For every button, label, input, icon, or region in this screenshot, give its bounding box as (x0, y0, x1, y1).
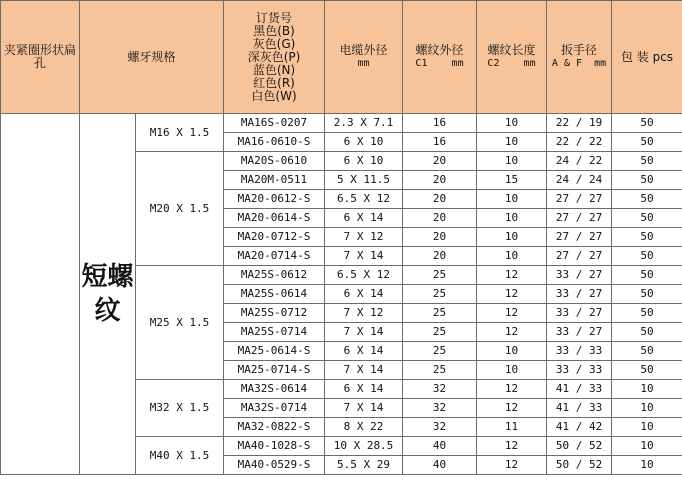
pack-cell: 50 (612, 209, 682, 228)
thread-od-cell: 40 (403, 456, 477, 475)
clamp-ring-cell (1, 114, 80, 475)
thread-length-cell: 12 (477, 304, 547, 323)
thread-spec-cell: M20 X 1.5 (136, 152, 224, 266)
thread-od-cell: 16 (403, 133, 477, 152)
wrench-cell: 24 / 22 (547, 152, 612, 171)
wrench-cell: 22 / 19 (547, 114, 612, 133)
header-order-line: 深灰色(P) (247, 49, 301, 64)
order-number-cell: MA32S-0614 (224, 380, 325, 399)
header-cable-od-unit: mm (357, 58, 370, 69)
pack-cell: 50 (612, 228, 682, 247)
thread-od-cell: 25 (403, 323, 477, 342)
order-number-cell: MA25S-0712 (224, 304, 325, 323)
pack-cell: 50 (612, 247, 682, 266)
order-number-cell: MA16S-0207 (224, 114, 325, 133)
header-order-line: 蓝色(N) (252, 62, 296, 77)
header-thread-od (403, 1, 477, 114)
cable-od-cell: 6 X 14 (325, 209, 403, 228)
order-number-cell: MA25-0614-S (224, 342, 325, 361)
header-clamp-ring-label: 夹紧圈形状扁孔 (3, 43, 76, 70)
wrench-cell: 27 / 27 (547, 209, 612, 228)
wrench-cell: 27 / 27 (547, 190, 612, 209)
header-order-line: 白色(W) (251, 88, 297, 103)
pack-cell: 50 (612, 152, 682, 171)
header-row (1, 1, 682, 114)
order-number-cell: MA40-0529-S (224, 456, 325, 475)
header-clamp-ring (1, 1, 80, 114)
thread-spec-cell: M16 X 1.5 (136, 114, 224, 152)
wrench-cell: 41 / 33 (547, 380, 612, 399)
thread-length-cell: 12 (477, 285, 547, 304)
thread-od-cell: 20 (403, 190, 477, 209)
thread-length-cell: 10 (477, 247, 547, 266)
header-cable-od (325, 1, 403, 114)
order-number-cell: MA25S-0612 (224, 266, 325, 285)
thread-od-cell: 20 (403, 171, 477, 190)
thread-length-cell: 11 (477, 418, 547, 437)
thread-spec-cell: M32 X 1.5 (136, 380, 224, 437)
thread-length-cell: 10 (477, 209, 547, 228)
header-order-line: 灰色(G) (252, 36, 296, 51)
header-thread-length (477, 1, 547, 114)
cable-od-cell: 5 X 11.5 (325, 171, 403, 190)
thread-od-cell: 20 (403, 247, 477, 266)
thread-od-cell: 32 (403, 380, 477, 399)
thread-length-cell: 10 (477, 342, 547, 361)
header-thread-length-label: 螺纹长度 (487, 43, 536, 57)
thread-od-cell: 20 (403, 152, 477, 171)
header-thread-length-unit: C2 mm (487, 58, 536, 69)
order-number-cell: MA40-1028-S (224, 437, 325, 456)
wrench-cell: 41 / 33 (547, 399, 612, 418)
cable-od-cell: 7 X 12 (325, 228, 403, 247)
pack-cell: 50 (612, 323, 682, 342)
cable-od-cell: 10 X 28.5 (325, 437, 403, 456)
order-number-cell: MA20-0714-S (224, 247, 325, 266)
cable-od-cell: 6 X 10 (325, 152, 403, 171)
wrench-cell: 33 / 33 (547, 342, 612, 361)
header-pack-label: 包 装 pcs (620, 49, 674, 64)
wrench-cell: 33 / 27 (547, 266, 612, 285)
thread-spec-cell: M25 X 1.5 (136, 266, 224, 380)
pack-cell: 10 (612, 437, 682, 456)
thread-length-cell: 12 (477, 399, 547, 418)
thread-length-cell: 15 (477, 171, 547, 190)
wrench-cell: 27 / 27 (547, 247, 612, 266)
pack-cell: 50 (612, 266, 682, 285)
wrench-cell: 41 / 42 (547, 418, 612, 437)
thread-length-cell: 10 (477, 114, 547, 133)
thread-od-cell: 25 (403, 342, 477, 361)
header-wrench (547, 1, 612, 114)
wrench-cell: 33 / 27 (547, 323, 612, 342)
thread-spec-cell: M40 X 1.5 (136, 437, 224, 475)
order-number-cell: MA32S-0714 (224, 399, 325, 418)
wrench-cell: 27 / 27 (547, 228, 612, 247)
cable-od-cell: 7 X 14 (325, 399, 403, 418)
thread-od-cell: 25 (403, 361, 477, 380)
order-number-cell: MA25-0714-S (224, 361, 325, 380)
header-wrench-unit: A & F mm (551, 58, 607, 69)
pack-cell: 50 (612, 133, 682, 152)
thread-length-cell: 12 (477, 437, 547, 456)
order-number-cell: MA20S-0610 (224, 152, 325, 171)
thread-od-cell: 25 (403, 266, 477, 285)
thread-od-cell: 40 (403, 437, 477, 456)
pack-cell: 50 (612, 361, 682, 380)
header-pack (612, 1, 682, 114)
cable-od-cell: 6 X 14 (325, 380, 403, 399)
cable-od-cell: 6 X 14 (325, 285, 403, 304)
thread-length-cell: 10 (477, 152, 547, 171)
thread-length-cell: 12 (477, 380, 547, 399)
cable-od-cell: 2.3 X 7.1 (325, 114, 403, 133)
cable-od-cell: 7 X 12 (325, 304, 403, 323)
cable-od-cell: 6.5 X 12 (325, 190, 403, 209)
wrench-cell: 24 / 24 (547, 171, 612, 190)
pack-cell: 50 (612, 190, 682, 209)
thread-length-cell: 12 (477, 323, 547, 342)
cable-od-cell: 7 X 14 (325, 361, 403, 380)
wrench-cell: 33 / 27 (547, 285, 612, 304)
pack-cell: 50 (612, 342, 682, 361)
table-row (1, 114, 682, 133)
cable-od-cell: 7 X 14 (325, 247, 403, 266)
thread-type-label: 短螺纹 (80, 114, 136, 475)
thread-length-cell: 12 (477, 266, 547, 285)
cable-od-cell: 5.5 X 29 (325, 456, 403, 475)
header-thread-od-label: 螺纹外径 (415, 43, 464, 57)
order-number-cell: MA25S-0714 (224, 323, 325, 342)
pack-cell: 10 (612, 418, 682, 437)
wrench-cell: 33 / 27 (547, 304, 612, 323)
order-number-cell: MA25S-0614 (224, 285, 325, 304)
wrench-cell: 33 / 33 (547, 361, 612, 380)
pack-cell: 50 (612, 171, 682, 190)
order-number-cell: MA20-0614-S (224, 209, 325, 228)
thread-od-cell: 25 (403, 285, 477, 304)
header-thread-od-unit: C1 mm (415, 58, 464, 69)
order-number-cell: MA20-0612-S (224, 190, 325, 209)
header-cable-od-label: 电缆外径 (339, 43, 388, 57)
pack-cell: 50 (612, 285, 682, 304)
order-number-cell: MA32-0822-S (224, 418, 325, 437)
thread-length-cell: 12 (477, 456, 547, 475)
thread-od-cell: 25 (403, 304, 477, 323)
thread-od-cell: 16 (403, 114, 477, 133)
header-wrench-label: 扳手径 (561, 43, 598, 57)
header-thread-spec (80, 1, 224, 114)
thread-od-cell: 32 (403, 399, 477, 418)
thread-length-cell: 10 (477, 228, 547, 247)
thread-length-cell: 10 (477, 190, 547, 209)
thread-od-cell: 32 (403, 418, 477, 437)
header-order-line: 黑色(B) (253, 23, 295, 38)
pack-cell: 10 (612, 456, 682, 475)
wrench-cell: 50 / 52 (547, 437, 612, 456)
thread-length-cell: 10 (477, 361, 547, 380)
pack-cell: 50 (612, 114, 682, 133)
cable-od-cell: 7 X 14 (325, 323, 403, 342)
header-thread-spec-label: 螺牙规格 (127, 49, 176, 64)
header-order-number (224, 1, 325, 114)
order-number-cell: MA20M-0511 (224, 171, 325, 190)
cable-od-cell: 6 X 10 (325, 133, 403, 152)
cable-od-cell: 6 X 14 (325, 342, 403, 361)
thread-od-cell: 20 (403, 228, 477, 247)
thread-od-cell: 20 (403, 209, 477, 228)
pack-cell: 10 (612, 399, 682, 418)
order-number-cell: MA16-0610-S (224, 133, 325, 152)
table-body (1, 114, 682, 475)
pack-cell: 50 (612, 304, 682, 323)
order-number-cell: MA20-0712-S (224, 228, 325, 247)
wrench-cell: 22 / 22 (547, 133, 612, 152)
cable-od-cell: 8 X 22 (325, 418, 403, 437)
header-order-line: 订货号 (256, 10, 293, 25)
pack-cell: 10 (612, 380, 682, 399)
thread-length-cell: 10 (477, 133, 547, 152)
cable-od-cell: 6.5 X 12 (325, 266, 403, 285)
wrench-cell: 50 / 52 (547, 456, 612, 475)
header-order-line: 红色(R) (253, 75, 295, 90)
